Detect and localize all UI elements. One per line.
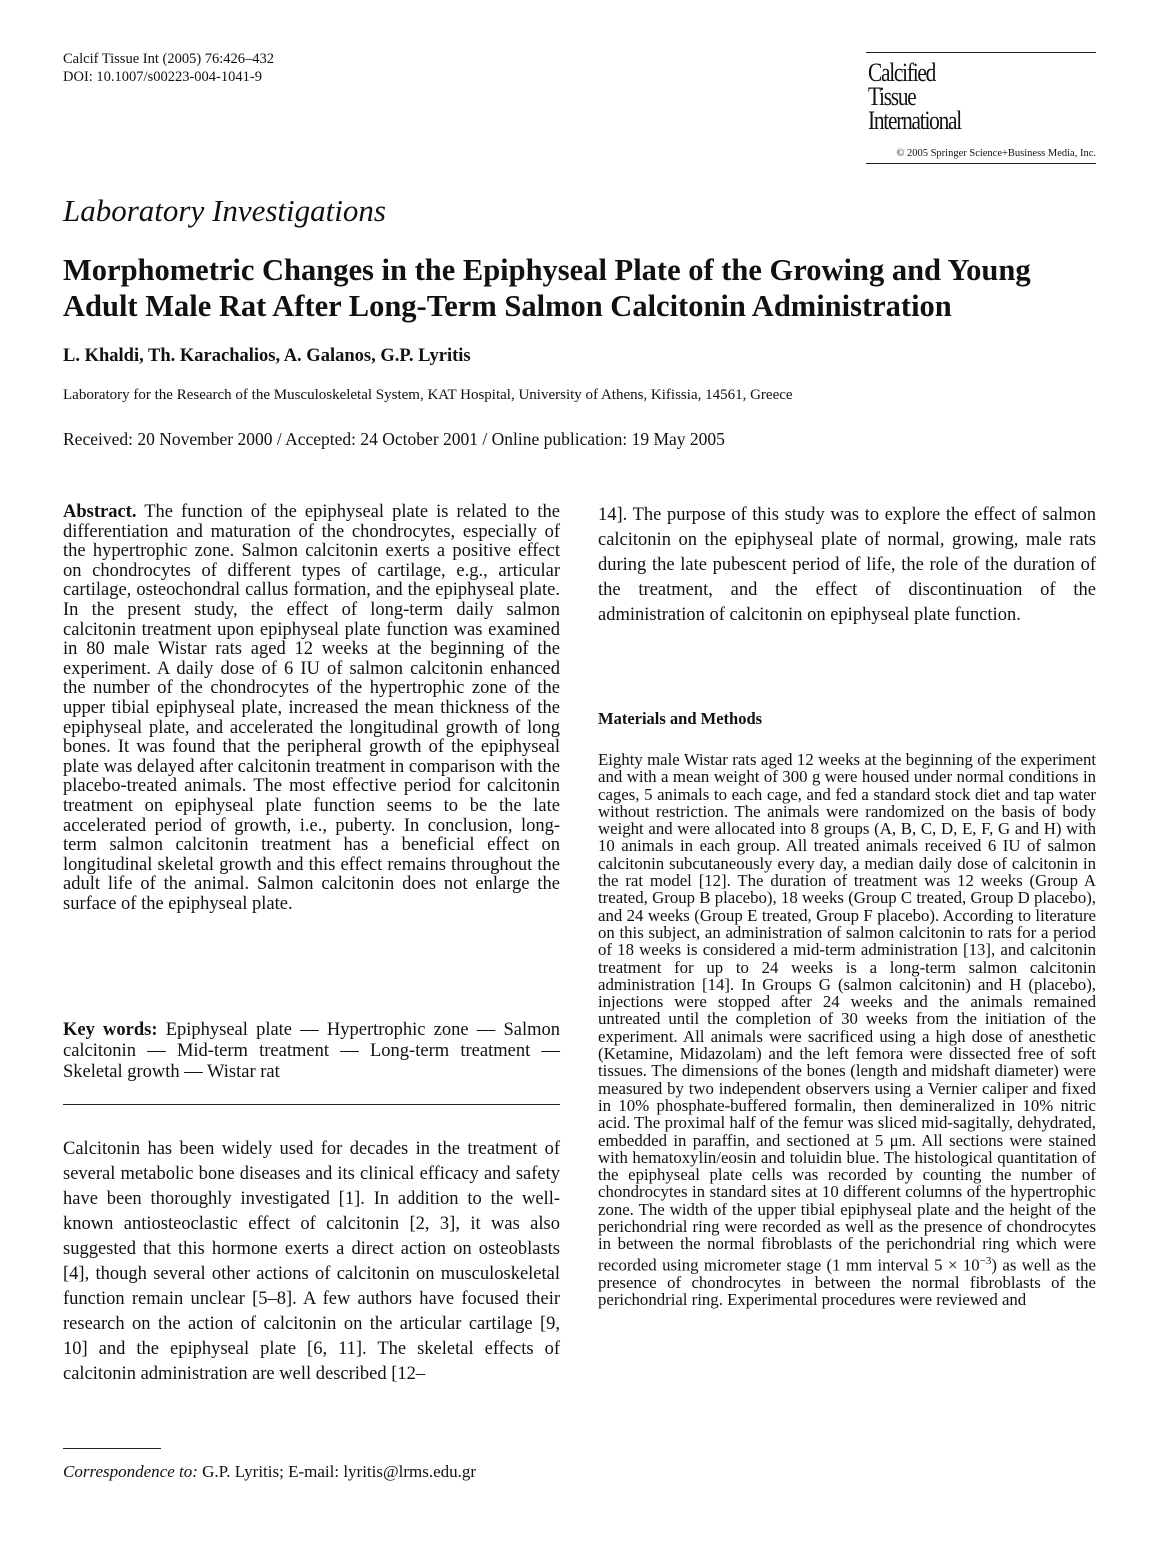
journal-reference — [63, 50, 274, 86]
journal-logo-text — [868, 58, 961, 135]
introduction-text: Calcitonin has been widely used for decades in the treatment of several metabolic bone diseases and its clinical efficacy and safety have been thoroughly investigated [1]. In addition to the well-known antiosteoclastic effect of calcitonin [2, 3], it was also suggested that this hormone exerts a direct action on osteoblasts [4], though several other actions of calcitonin on musculoskeletal function remain unclear [5–8]. A few authors have focused their research on the action of calcitonin on the articular cartilage [9, 10] and the epiphyseal plate [6, 11]. The skeletal effects of calcitonin administration are well described [12– — [63, 1139, 560, 1384]
section-type: Laboratory Investigations — [63, 193, 386, 228]
copyright-notice: © 2005 Springer Science+Business Media, Inc. — [896, 148, 1096, 159]
correspondence-label: Correspondence to: — [63, 1462, 198, 1481]
methods-text-part-2: ) as well as the presence of chondrocytes in between the normal fibroblasts of the perichondrial ring. Experimental procedures were reviewed and — [598, 1255, 1096, 1309]
affiliation: Laboratory for the Research of the Musculoskeletal System, KAT Hospital, University of Athens, Kifissia, 14561, Greece — [63, 387, 793, 403]
abstract — [63, 503, 560, 914]
keywords — [63, 1020, 560, 1083]
correspondence-footnote — [63, 1462, 476, 1482]
keywords-text: Epiphyseal plate — Hypertrophic zone — Salmon calcitonin — Mid-term treatment — Long-term treatment — Skeletal growth — Wistar rat — [63, 1020, 560, 1082]
logo-line-3: International — [868, 106, 961, 135]
journal-logo — [866, 52, 1096, 164]
section-heading-methods: Materials and Methods — [598, 709, 763, 728]
methods-exponent: −3 — [979, 1254, 992, 1267]
methods-text — [598, 751, 1096, 1308]
abstract-label: Abstract. — [63, 502, 137, 522]
logo-line-1: Calcified — [868, 58, 936, 87]
article-title: Morphometric Changes in the Epiphyseal Plate of the Growing and Young Adult Male Rat After Long-Term Salmon Calcitonin Administration — [63, 253, 1031, 323]
author-list: L. Khaldi, Th. Karachalios, A. Galanos, G.P. Lyritis — [63, 346, 471, 366]
journal-doi: DOI: 10.1007/s00223-004-1041-9 — [63, 69, 262, 85]
journal-citation: Calcif Tissue Int (2005) 76:426–432 — [63, 51, 275, 67]
publication-dates: Received: 20 November 2000 / Accepted: 24 October 2001 / Online publication: 19 May 2005 — [63, 429, 725, 449]
abstract-divider — [63, 1104, 560, 1105]
abstract-text: The function of the epiphyseal plate is related to the differentiation and maturation of the chondrocytes, especially of the hypertrophic zone. Salmon calcitonin exerts a positive effect on chondrocytes of different types of cartilage, e.g., articular cartilage, osteochondral callus formation, and the epiphyseal plate. In the present study, the effect of long-term daily salmon calcitonin treatment upon epiphyseal plate function was examined in 80 male Wistar rats aged 12 weeks at the beginning of the experiment. A daily dose of 6 IU of salmon calcitonin enhanced the number of the chondrocytes of the hypertrophic zone of the upper tibial epiphyseal plate, increased the mean thickness of the epiphyseal plate, and accelerated the longitudinal growth of long bones. It was found that the peripheral growth of the epiphyseal plate was delayed after calcitonin treatment in comparison with the placebo-treated animals. The most effective period for calcitonin treatment on epiphyseal plate function seems to be the late accelerated period of growth, i.e., puberty. In conclusion, long-term salmon calcitonin treatment has a beneficial effect on longitudinal skeletal growth and this effect remains throughout the adult life of the animal. Salmon calcitonin does not enlarge the surface of the epiphyseal plate. — [63, 502, 560, 914]
keywords-label: Key words: — [63, 1020, 158, 1040]
correspondence-text: G.P. Lyritis; E-mail: lyritis@lrms.edu.gr — [202, 1462, 477, 1481]
introduction-continued: 14]. The purpose of this study was to explore the effect of salmon calcitonin on the epiphyseal plate of normal, growing, male rats during the late pubescent period of life, the role of the duration of the treatment, and the effect of discontinuation of the administration of calcitonin on epiphyseal plate function. — [598, 505, 1096, 625]
footnote-divider — [63, 1448, 161, 1449]
logo-line-2: Tissue — [868, 82, 916, 111]
methods-text-part-1: Eighty male Wistar rats aged 12 weeks at the beginning of the experiment and with a mean weight of 300 g were housed under normal conditions in cages, 5 animals to each cage, and fed a standard stock diet and tap water without restriction. The animals were randomized on the basis of body weight and were allocated into 8 groups (A, B, C, D, E, F, G and H) with 10 animals in each group. All treated animals received 6 IU of salmon calcitonin subcutaneously every day, a median daily dose of calcitonin in the rat model [12]. The duration of treatment was 12 weeks (Group A treated, Group B placebo), 18 weeks (Group C treated, Group D placebo), and 24 weeks (Group E treated, Group F placebo). According to literature on this subject, an administration of salmon calcitonin to rats for a period of 18 weeks is considered a mid-term administration [13], and calcitonin treatment for up to 24 weeks is a long-term salmon calcitonin administration [14]. In Groups G (salmon calcitonin) and H (placebo), injections were stopped after 24 weeks and the animals remained untreated until the completion of 30 weeks from the initiation of the experiment. All animals were sacrificed using a high dose of anesthetic (Ketamine, Midazolam) and the left femora were dissected free of soft tissues. The dimensions of the bones (length and midshaft diameter) were measured by two independent observers using a Vernier caliper and fixed in 10% phosphate-buffered formalin, then demineralized in 10% nitric acid. The proximal half of the femur was sliced mid-sagitally, dehydrated, embedded in paraffin, and sectioned at 5 μm. All sections were stained with hematoxylin/eosin and toluidin blue. The histological quantitation of the epiphyseal plate cells was recorded by counting the number of chondrocytes in standard sites at 10 different columns of the hypertrophic zone. The width of the upper tibial epiphyseal plate and the height of the perichondrial ring were recorded as well as the presence of chondrocytes in between the normal fibroblasts of the perichondrial ring which were recorded using micrometer stage (1 mm interval 5 × 10 — [598, 750, 1096, 1275]
